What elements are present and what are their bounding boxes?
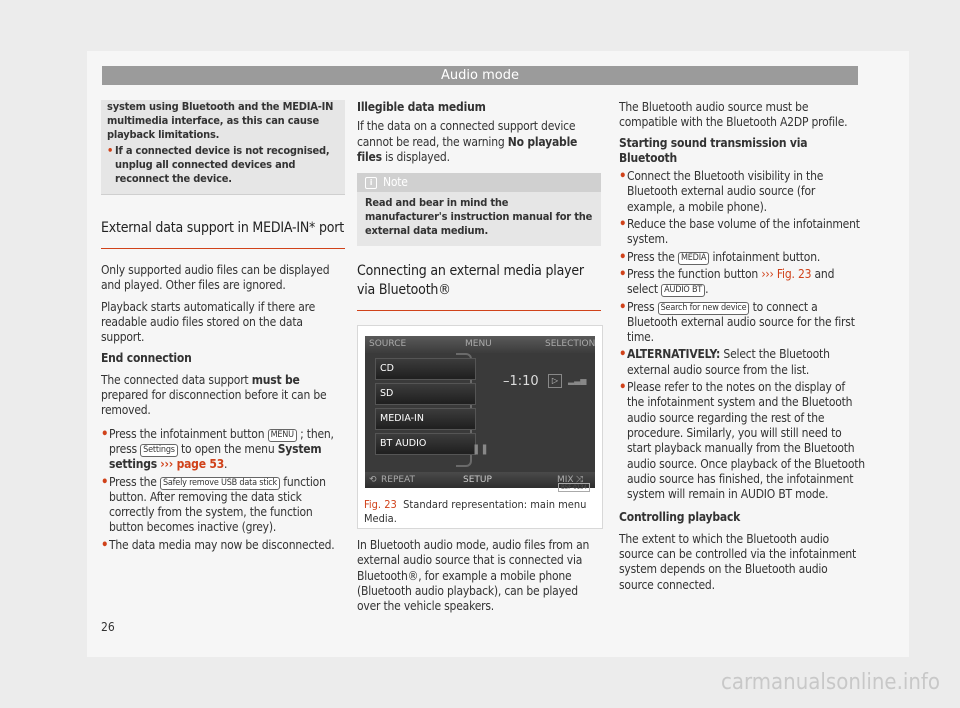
text: Press	[627, 299, 655, 314]
list-item: • Connect the Bluetooth visibility in the Bluetooth external audio source (for example, a mobile phone).	[619, 169, 865, 215]
selection-tab: SELECTION	[545, 339, 595, 349]
list-item: • Reduce the base volume of the infotainment system.	[619, 217, 865, 248]
section-title-bluetooth: Connecting an external media player via Bluetooth®	[357, 262, 601, 311]
text: The connected data support	[101, 372, 249, 387]
signal-icon: ▂▃▅	[568, 376, 587, 385]
text: infotainment button.	[712, 249, 821, 264]
note-label: Note	[383, 175, 408, 190]
text: Select the Bluetooth external audio source from the list.	[627, 347, 830, 377]
text: function button. After removing the data stick correctly from the system, the function button becomes inactive (grey).	[109, 474, 326, 535]
figure-reference-link[interactable]: ››› Fig. 23	[761, 266, 812, 281]
list-item	[619, 347, 865, 378]
text: to open the menu	[181, 441, 275, 456]
repeat-label: REPEAT	[381, 475, 416, 485]
text: prepared for disconnection before it can be removed.	[101, 388, 327, 418]
watermark	[0, 670, 960, 695]
page-number: 26	[101, 620, 115, 634]
track-time: –1:10	[503, 374, 539, 389]
paragraph	[357, 119, 601, 165]
info-box	[101, 100, 345, 195]
text: If the data on a connected support device cannot be read, the warning	[357, 119, 576, 149]
text: ; then, press	[109, 426, 334, 456]
text: Press the	[627, 249, 675, 264]
paragraph: In Bluetooth audio mode, audio files from an external audio source that is connected via Bluetooth®, for example a mobile phone (Bluetooth audio playback), can be played over the vehicle speakers.	[357, 538, 590, 614]
list-item: • Press the infotainment button MENU ; then, press Settings to open the menu System settings ››› page 53.	[101, 427, 345, 473]
bold-text: System settings	[109, 441, 322, 472]
column-3	[619, 100, 865, 599]
settings-key: Settings	[140, 444, 178, 457]
subheading-controlling: Controlling playback	[619, 510, 741, 525]
audio-bt-key: AUDIO BT	[661, 284, 705, 297]
paragraph	[101, 373, 345, 419]
figure-code: B5F-0134	[558, 483, 590, 492]
shuffle-icon: ⤨	[576, 475, 584, 485]
bold-text: ALTERNATIVELY:	[627, 347, 721, 362]
info-box-text: system using Bluetooth and the MEDIA-IN multimedia interface, as this can cause playback limitations.	[107, 100, 334, 141]
text: and select	[627, 266, 835, 297]
mix-label: MIX	[557, 475, 574, 485]
list-item	[101, 475, 345, 536]
setup-label: SETUP	[463, 475, 492, 485]
paragraph: The Bluetooth audio source must be compatible with the Bluetooth A2DP profile.	[619, 100, 848, 130]
list-item: • Please refer to the notes on the display of the infotainment system and the Bluetooth audio source regarding the rest of the procedure. Similarly, you will still need to start playback manually from the Bluetooth audio source. Once playback of the Bluetooth audio source has finished, the infotainment system will remain in AUDIO BT mode.	[619, 380, 865, 502]
subheading-illegible: Illegible data medium	[357, 100, 486, 114]
media-key: MEDIA	[678, 252, 709, 265]
infotainment-screen	[365, 336, 595, 488]
next-track-icon: ▷	[548, 374, 562, 388]
figure-caption	[364, 498, 596, 526]
text: Press the function button	[627, 266, 759, 281]
menu-tab: MENU	[465, 339, 492, 349]
pause-icon: ❚❚	[472, 444, 489, 455]
page-header: Audio mode	[102, 66, 858, 85]
section-title-media-in: External data support in MEDIA-IN* port	[101, 219, 345, 249]
subheading-end-connection: End connection	[101, 351, 192, 366]
watermark-text: carmanualsonline.info	[721, 670, 940, 695]
paragraph: The extent to which the Bluetooth audio source can be controlled via the infotainment system depends on the Bluetooth audio source connected.	[619, 531, 857, 592]
info-box-bullet: • If a connected device is not recognised, unplug all connected devices and reconnect the device.	[107, 144, 339, 186]
list-item: • The data media may now be disconnected.	[101, 538, 345, 553]
source-tab: SOURCE	[369, 339, 407, 349]
menu-key: MENU	[268, 429, 297, 442]
text: Press the infotainment button	[109, 426, 265, 441]
repeat-icon: ⟲	[369, 475, 377, 485]
screen-top-bar	[365, 336, 595, 353]
list-item: • Press the function button ››› Fig. 23 and select AUDIO BT .	[619, 267, 865, 298]
paragraph: Playback starts automatically if there are readable audio files stored on the data support.	[101, 299, 316, 345]
caption-text: Standard representation: main menu Media.	[364, 498, 587, 525]
source-menu-list	[375, 358, 476, 458]
text: Press the	[109, 474, 157, 489]
menu-item-media-in: MEDIA-IN	[375, 408, 476, 430]
column-2	[357, 100, 601, 325]
list-item	[619, 250, 865, 265]
bold-text: must be	[251, 372, 300, 387]
menu-item-cd: CD	[375, 358, 476, 380]
safely-remove-key: Safely remove USB data stick	[160, 477, 280, 490]
menu-item-sd: SD	[375, 383, 476, 405]
info-icon: i	[365, 177, 377, 189]
menu-item-bt-audio: BT AUDIO	[375, 433, 476, 455]
text: is displayed.	[385, 149, 450, 164]
figure-23	[357, 325, 603, 529]
page-reference-link[interactable]: ››› page 53	[160, 457, 225, 472]
figure-number: Fig. 23	[364, 498, 397, 511]
column-1	[101, 100, 345, 555]
note-header	[357, 173, 601, 192]
subheading-starting: Starting sound transmission via Bluetooth	[619, 135, 808, 165]
column-2-body	[357, 538, 601, 620]
list-item	[619, 300, 865, 346]
text: to connect a Bluetooth external audio source for the first time.	[627, 299, 855, 345]
paragraph: Only supported audio files can be displayed and played. Other files are ignored.	[101, 263, 330, 293]
bold-text: No playable files	[357, 134, 578, 164]
search-device-key: Search for new device	[658, 302, 750, 315]
note-text: Read and bear in mind the manufacturer's instruction manual for the external data medium.	[365, 196, 593, 238]
note-box	[357, 173, 601, 246]
